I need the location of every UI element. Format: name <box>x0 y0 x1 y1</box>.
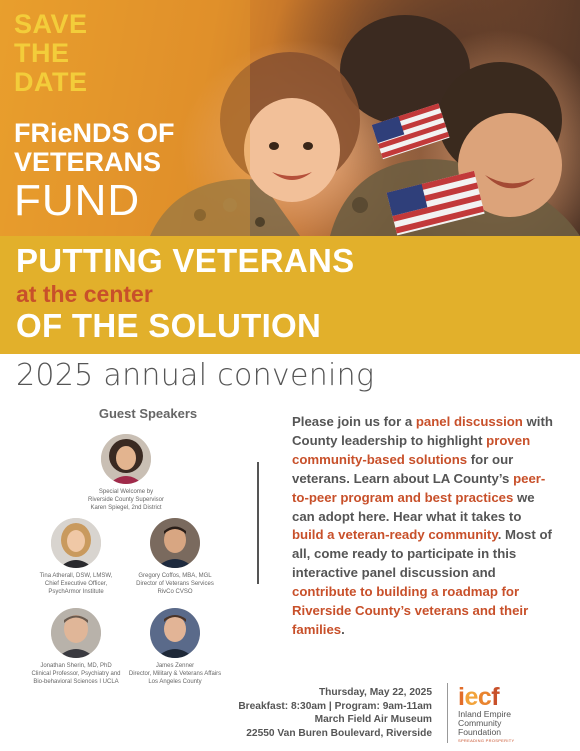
speaker-line: Clinical Professor, Psychiatry and <box>31 671 121 677</box>
logo-name-line: Community <box>458 718 502 729</box>
headline-line: OF THE SOLUTION <box>16 307 322 344</box>
event-details <box>172 686 432 740</box>
description-text: Please join us for a <box>292 414 416 429</box>
description-text: for our veterans. Learn about LA County’s <box>292 451 514 486</box>
description-text: with County leadership to highlight <box>292 414 553 448</box>
speaker-avatar <box>51 608 101 658</box>
description-text: . <box>341 621 345 637</box>
logo-letter: i <box>458 683 465 711</box>
speaker-avatar <box>101 434 151 484</box>
iecf-logo <box>458 684 568 744</box>
iecf-logo-mark <box>458 684 568 710</box>
fund-name-line: VETERANS <box>14 147 162 177</box>
headline-subline: at the center <box>16 281 153 307</box>
headline-band <box>0 236 580 354</box>
iecf-logo-name <box>458 710 568 738</box>
speaker-line: Los Angeles County <box>148 679 202 685</box>
speaker-line: Karen Spiegel, 2nd District <box>90 505 162 511</box>
logo-letter: f <box>491 683 500 711</box>
speaker-avatar <box>150 518 200 568</box>
fund-name-line: FUND <box>14 176 141 225</box>
description-text: . Most of all, come ready to participate in this interactive panel discussion and <box>292 527 552 581</box>
fund-name-line: FRieNDS OF <box>14 118 175 148</box>
speaker-line: Special Welcome by <box>98 489 154 495</box>
save-the-date-line: DATE <box>14 67 88 97</box>
event-times: Breakfast: 8:30am | Program: 9am-11am <box>238 700 432 712</box>
speaker-line: Director, Military & Veterans Affairs <box>128 671 222 677</box>
speaker-portrait-icon <box>150 608 200 658</box>
speaker-line: RivCo CVSO <box>157 589 193 595</box>
speaker-line: Bio-behavioral Sciences I UCLA <box>33 679 119 685</box>
description-highlight: contribute to building a roadmap for Riverside County’s veterans and their families <box>292 584 529 637</box>
event-date: Thursday, May 22, 2025 <box>318 687 432 698</box>
speaker-line: Director of Veterans Services <box>136 581 214 587</box>
description-highlight: peer-to-peer program and best practices <box>292 470 546 505</box>
speaker-line: Jonathan Sherin, MD, PhD <box>40 663 112 669</box>
hero-photo-banner <box>0 0 580 236</box>
speaker-portrait-icon <box>101 434 151 484</box>
speaker-line: Gregory Coffos, MBA, MGL <box>138 573 212 579</box>
save-the-date-heading <box>14 10 134 97</box>
event-venue: March Field Air Museum <box>314 714 432 726</box>
speaker-line: Chief Executive Officer, <box>44 581 108 587</box>
speaker-avatar <box>150 608 200 658</box>
description-highlight: panel discussion <box>415 414 523 429</box>
vertical-divider <box>257 462 259 584</box>
logo-name-line: Inland Empire <box>458 709 512 719</box>
event-description <box>292 413 554 640</box>
event-subtitle: 2025 annual convening <box>16 358 375 393</box>
event-address: 22550 Van Buren Boulevard, Riverside <box>246 727 432 739</box>
speaker-portrait-icon <box>51 608 101 658</box>
headline-line: PUTTING VETERANS <box>16 242 355 279</box>
logo-name-line: Foundation <box>458 727 502 738</box>
speaker-line: PsychArmor Institute <box>48 589 104 595</box>
speaker-card <box>56 434 196 512</box>
logo-divider <box>447 683 448 743</box>
logo-tagline: SPREADING PROSPERITY <box>458 737 515 743</box>
description-highlight: build a veteran-ready community <box>292 527 498 543</box>
speaker-portrait-icon <box>150 518 200 568</box>
save-the-date-line: SAVE <box>14 9 88 39</box>
speaker-card <box>105 608 245 686</box>
description-text: we can adopt here. Hear what it takes to <box>292 489 535 524</box>
speaker-card <box>105 518 245 596</box>
speaker-line: Tina Atherall, DSW, LMSW, <box>39 573 113 579</box>
speaker-line: James Zenner <box>155 663 195 669</box>
speaker-line: Riverside County Supervisor <box>87 497 165 503</box>
logo-letter: c <box>477 683 492 711</box>
speaker-avatar <box>51 518 101 568</box>
logo-letter: e <box>464 683 478 711</box>
speaker-portrait-icon <box>51 518 101 568</box>
save-the-date-line: THE <box>14 38 70 68</box>
speakers-heading: Guest Speakers <box>98 406 198 421</box>
description-highlight: proven community-based solutions <box>292 432 531 467</box>
